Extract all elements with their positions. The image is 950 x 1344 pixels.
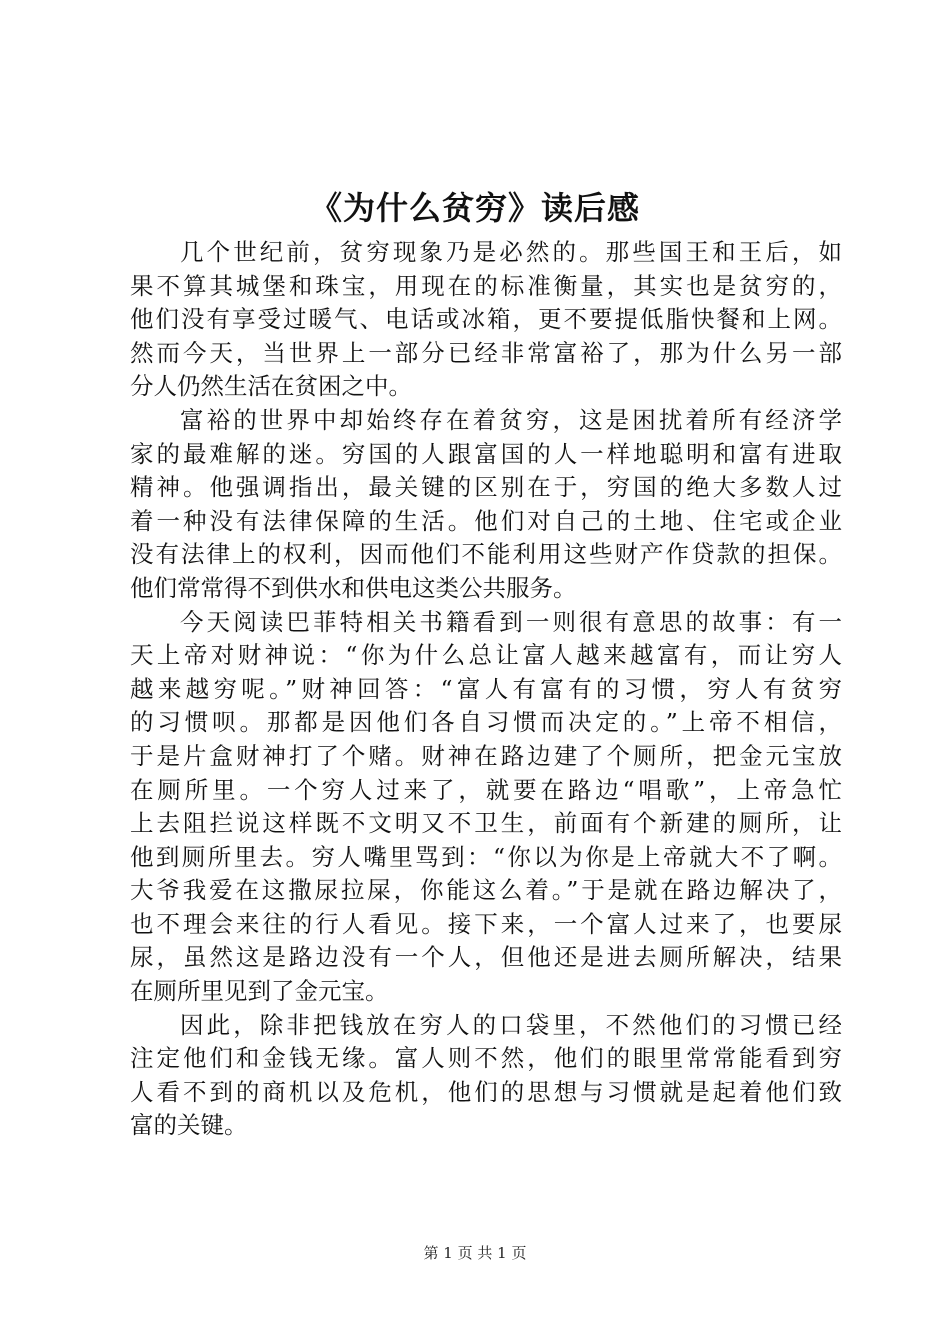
paragraph-line: 着一种没有法律保障的生活。他们对自己的土地、住宅或企业 <box>130 506 842 535</box>
paragraph <box>130 606 842 1009</box>
paragraph-line: 天上帝对财神说：“你为什么总让富人越来越富有，而让穷人 <box>130 641 842 670</box>
page-footer: 第 1 页 共 1 页 <box>423 1244 527 1262</box>
document-title: 《为什么贫穷》读后感 <box>309 189 640 227</box>
document-body <box>130 236 842 1143</box>
paragraph-line: 尿，虽然这是路边没有一个人，但他还是进去厕所解决，结果 <box>130 943 842 972</box>
paragraph-line: 富裕的世界中却始终存在着贫穷，这是困扰着所有经济学 <box>180 405 842 434</box>
paragraph-line: 分人仍然生活在贫困之中。 <box>130 372 412 401</box>
paragraph-line: 今天阅读巴菲特相关书籍看到一则很有意思的故事：有一 <box>180 607 842 636</box>
paragraph-line: 也不理会来往的行人看见。接下来，一个富人过来了，也要尿 <box>130 909 842 938</box>
paragraph-line: 大爷我爱在这撒尿拉屎，你能这么着。”于是就在路边解决了， <box>130 876 842 905</box>
paragraph-line: 的习惯呗。那都是因他们各自习惯而决定的。”上帝不相信， <box>130 708 842 737</box>
paragraph-line: 因此，除非把钱放在穷人的口袋里，不然他们的习惯已经 <box>180 1010 842 1039</box>
paragraph-line: 然而今天，当世界上一部分已经非常富裕了，那为什么另一部 <box>130 338 842 367</box>
paragraph-line: 家的最难解的迷。穷国的人跟富国的人一样地聪明和富有进取 <box>130 439 842 468</box>
paragraph-line: 他们常常得不到供水和供电这类公共服务。 <box>130 573 577 602</box>
paragraph-line: 没有法律上的权利，因而他们不能利用这些财产作贷款的担保。 <box>130 540 842 569</box>
paragraph-line: 越来越穷呢。”财神回答：“富人有富有的习惯，穷人有贫穷 <box>130 674 842 703</box>
paragraph-line: 在厕所里见到了金元宝。 <box>130 977 389 1006</box>
paragraph-line: 富的关键。 <box>130 1111 248 1140</box>
paragraph-line: 精神。他强调指出，最关键的区别在于，穷国的绝大多数人过 <box>130 473 842 502</box>
paragraph <box>130 236 842 404</box>
paragraph-line: 于是片盒财神打了个赌。财神在路边建了个厕所，把金元宝放 <box>130 741 842 770</box>
paragraph-line: 人看不到的商机以及危机，他们的思想与习惯就是起着他们致 <box>130 1077 842 1106</box>
paragraph-line: 果不算其城堡和珠宝，用现在的标准衡量，其实也是贫穷的， <box>130 271 842 300</box>
paragraph-line: 上去阻拦说这样既不文明又不卫生，前面有个新建的厕所，让 <box>130 809 842 838</box>
paragraph <box>130 1009 842 1143</box>
paragraph-line: 他到厕所里去。穷人嘴里骂到：“你以为你是上帝就大不了啊。 <box>130 842 842 871</box>
paragraph-line: 他们没有享受过暖气、电话或冰箱，更不要提低脂快餐和上网。 <box>130 305 842 334</box>
paragraph-line: 几个世纪前，贫穷现象乃是必然的。那些国王和王后，如 <box>180 238 842 266</box>
paragraph <box>130 404 842 606</box>
paragraph-line: 在厕所里。一个穷人过来了，就要在路边“唱歌”，上帝急忙 <box>130 775 842 804</box>
paragraph-line: 注定他们和金钱无缘。富人则不然，他们的眼里常常能看到穷 <box>130 1044 842 1073</box>
